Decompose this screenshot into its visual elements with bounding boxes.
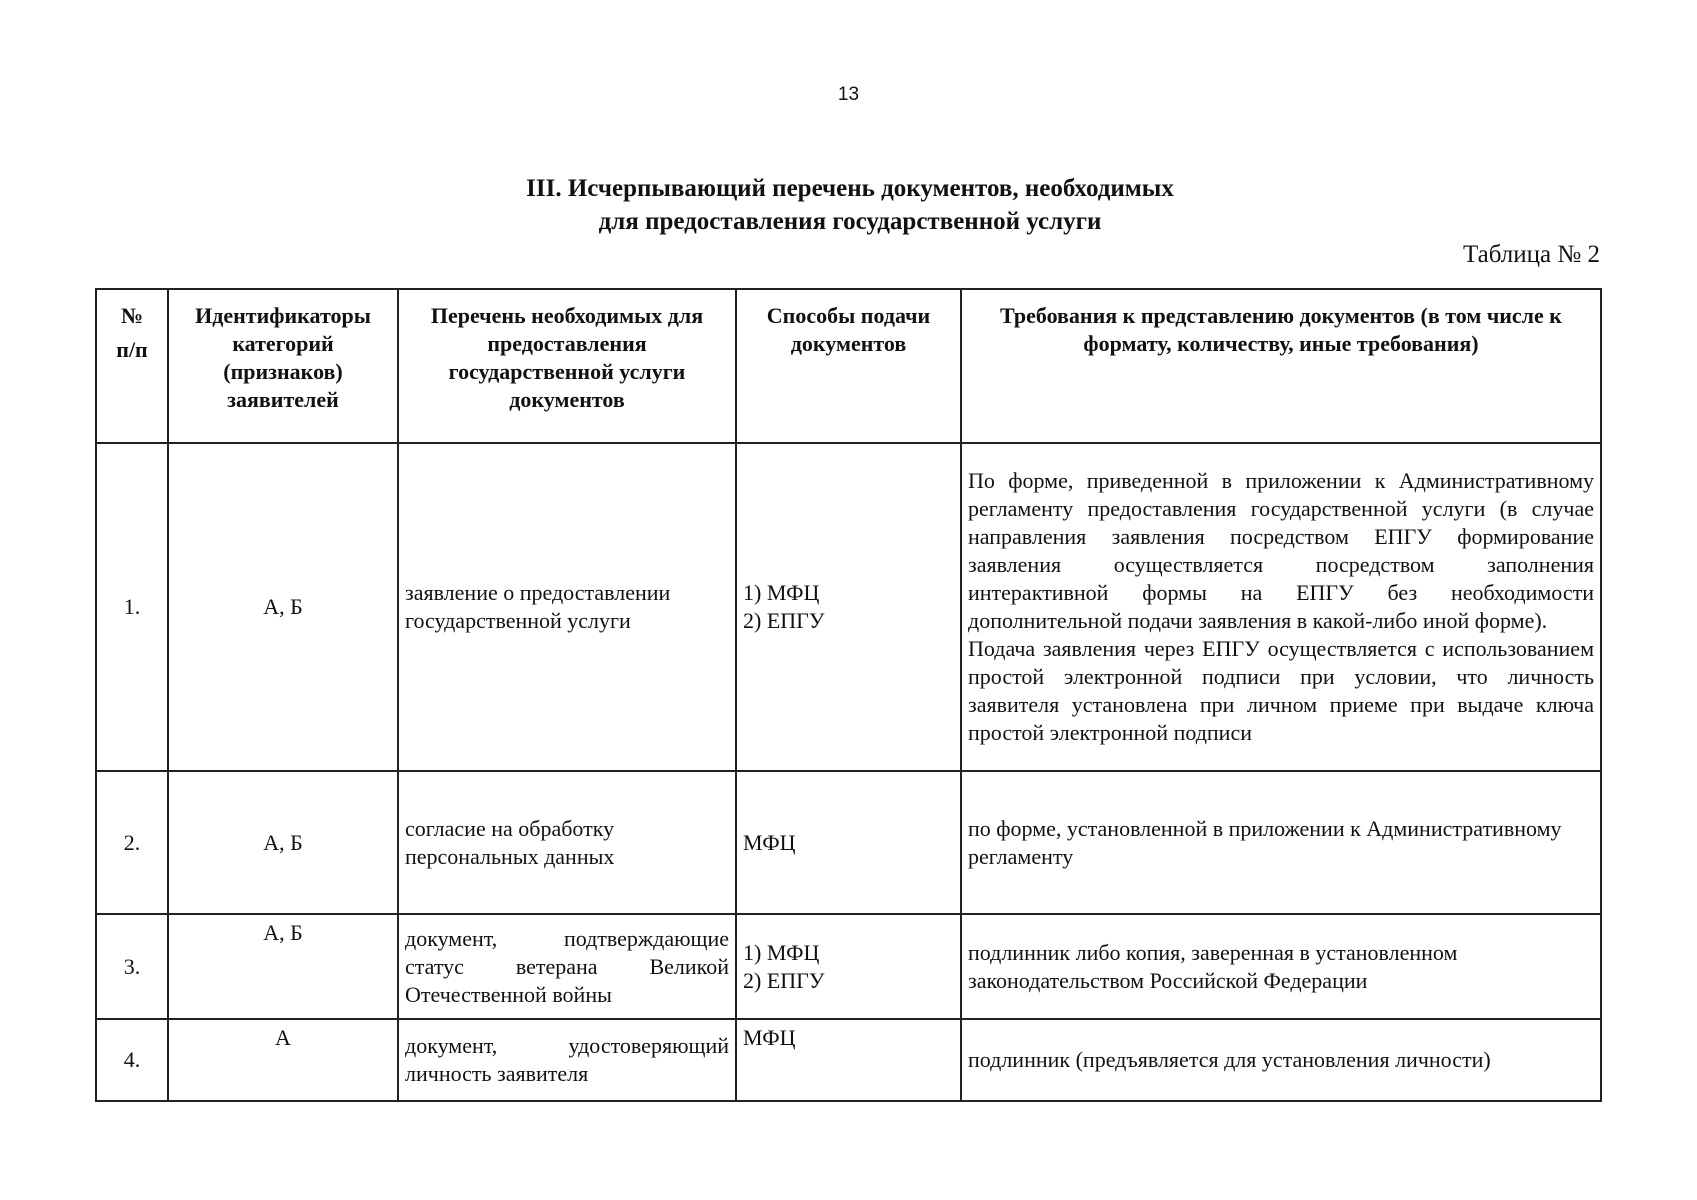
row-identifiers: А, Б xyxy=(168,443,398,771)
row-number: 3. xyxy=(96,914,168,1019)
row-identifiers: А xyxy=(168,1019,398,1101)
row-number: 4. xyxy=(96,1019,168,1101)
row-document: документ, удостоверяющий личность заявителя xyxy=(398,1019,736,1101)
header-documents: Перечень необходимых для предоставления государственной услуги документов xyxy=(398,289,736,443)
header-number xyxy=(96,289,168,443)
row-number: 1. xyxy=(96,443,168,771)
method-line-2: 2) ЕПГУ xyxy=(743,967,825,993)
title-line-1: III. Исчерпывающий перечень документов, необходимых xyxy=(526,175,1174,202)
title-line-2: для предоставления государственной услуги xyxy=(598,208,1102,235)
header-identifiers: Идентификаторы категорий (признаков) заявителей xyxy=(168,289,398,443)
row-requirements: по форме, установленной в приложении к Административному регламенту xyxy=(961,771,1601,914)
row-method: МФЦ xyxy=(736,1019,961,1101)
row-requirements: подлинник (предъявляется для установления личности) xyxy=(961,1019,1601,1101)
requirements-paragraph-1: По форме, приведенной в приложении к Административному регламенту предоставления государственной услуги (в случае направления заявления посредством ЕПГУ формирование заявления осуществляется посредством заполнения интерактивной формы на ЕПГУ без необходимости дополнительной подачи заявления в какой-либо иной форме). xyxy=(968,468,1594,633)
method-line-2: 2) ЕПГУ xyxy=(743,608,825,633)
row-requirements: подлинник либо копия, заверенная в установленном законодательством Российской Федерации xyxy=(961,914,1601,1019)
table-row xyxy=(96,443,1601,771)
row-identifiers: А, Б xyxy=(168,771,398,914)
row-document: документ, подтверждающие статус ветерана Великой Отечественной войны xyxy=(398,914,736,1019)
row-number: 2. xyxy=(96,771,168,914)
header-number-line-2: п/п xyxy=(116,337,148,362)
table-row xyxy=(96,914,1601,1019)
header-requirements: Требования к представлению документов (в том числе к формату, количеству, иные требования) xyxy=(961,289,1601,443)
row-method: МФЦ xyxy=(736,771,961,914)
row-method xyxy=(736,443,961,771)
row-method xyxy=(736,914,961,1019)
row-requirements xyxy=(961,443,1601,771)
section-title xyxy=(300,172,1400,238)
method-line-1: 1) МФЦ xyxy=(743,939,820,965)
header-number-line-1: № xyxy=(120,303,144,328)
table-caption: Таблица № 2 xyxy=(1462,241,1600,268)
row-document: согласие на обработку персональных данных xyxy=(398,771,736,914)
requirements-paragraph-2: Подача заявления через ЕПГУ осуществляется с использованием простой электронной подписи при условии, что личность заявителя установлена при личном приеме при выдаче ключа простой электронной подписи xyxy=(968,636,1594,745)
header-methods: Способы подачи документов xyxy=(736,289,961,443)
row-identifiers: А, Б xyxy=(168,914,398,1019)
table-row xyxy=(96,1019,1601,1101)
row-document: заявление о предоставлении государственной услуги xyxy=(398,443,736,771)
table-header-row xyxy=(96,289,1601,443)
method-line-1: 1) МФЦ xyxy=(743,580,820,605)
page-number: 13 xyxy=(837,84,860,105)
documents-table xyxy=(95,288,1602,1102)
table-row xyxy=(96,771,1601,914)
